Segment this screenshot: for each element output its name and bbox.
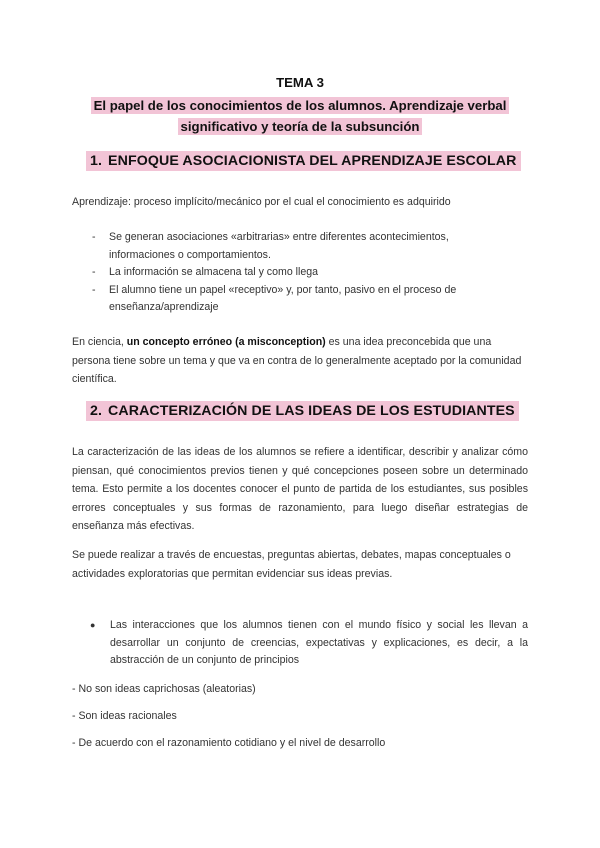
subtitle-line-1: El papel de los conocimientos de los alumnos. Aprendizaje verbal — [91, 97, 510, 114]
section-1-title: ENFOQUE ASOCIACIONISTA DEL APRENDIZAJE ESCOLAR — [108, 153, 517, 169]
section-1-heading — [86, 151, 521, 171]
misconception-paragraph — [72, 333, 528, 389]
section-2-heading — [86, 401, 519, 421]
title-block — [60, 72, 540, 137]
bullet-item: ● Las interacciones que los alumnos tienen con el mundo físico y social les llevan a desarrollar un conjunto de creencias, expectativas y explicaciones, es decir, a la abstracción de un conjunto de principios — [90, 617, 528, 670]
idea-line-2: - Son ideas racionales — [72, 710, 177, 722]
section-1-list — [92, 229, 512, 317]
list-item: - El alumno tiene un papel «receptivo» y, por tanto, pasivo en el proceso de enseñanza/aprendizaje — [92, 282, 512, 317]
idea-line-3: - De acuerdo con el razonamiento cotidiano y el nivel de desarrollo — [72, 737, 386, 749]
section-2-paragraph-1: La caracterización de las ideas de los alumnos se refiere a identificar, describir y analizar cómo piensan, qué conocimientos previos tienen y qué concepciones poseen sobre un determinado tema. Esto permite a los docentes conocer el punto de partida de los estudiantes, sus posibles errores conceptuales y sus formas de razonamiento, para luego diseñar estrategias de enseñanza más efectivas. — [72, 446, 528, 532]
section-2-number: 2. — [90, 403, 103, 419]
misconception-term: un concepto erróneo (a misconception) — [126, 336, 326, 348]
list-item: - Se generan asociaciones «arbitrarias» entre diferentes acontecimientos, informaciones o comportamientos. — [92, 229, 512, 264]
subtitle-line-2: significativo y teoría de la subsunción — [178, 118, 423, 135]
section-1-intro: Aprendizaje: proceso implícito/mecánico por el cual el conocimiento es adquirido — [72, 196, 451, 208]
idea-line-1: - No son ideas caprichosas (aleatorias) — [72, 683, 256, 695]
tema-heading: TEMA 3 — [276, 75, 324, 90]
misconception-before: En ciencia, — [72, 336, 127, 348]
section-1-number: 1. — [90, 153, 103, 169]
section-2-bullet-list — [90, 617, 528, 670]
section-2-paragraph-2: Se puede realizar a través de encuestas, preguntas abiertas, debates, mapas conceptuales o actividades exploratorias que permitan evidenciar sus ideas previas. — [72, 549, 511, 580]
list-item: - La información se almacena tal y como llega — [92, 264, 512, 282]
misconception-after: es una idea preconcebida que una persona tiene sobre un tema y que va en contra de lo generalmente aceptado por la comunidad científica. — [72, 336, 522, 385]
section-2-title: CARACTERIZACIÓN DE LAS IDEAS DE LOS ESTUDIANTES — [108, 403, 515, 419]
